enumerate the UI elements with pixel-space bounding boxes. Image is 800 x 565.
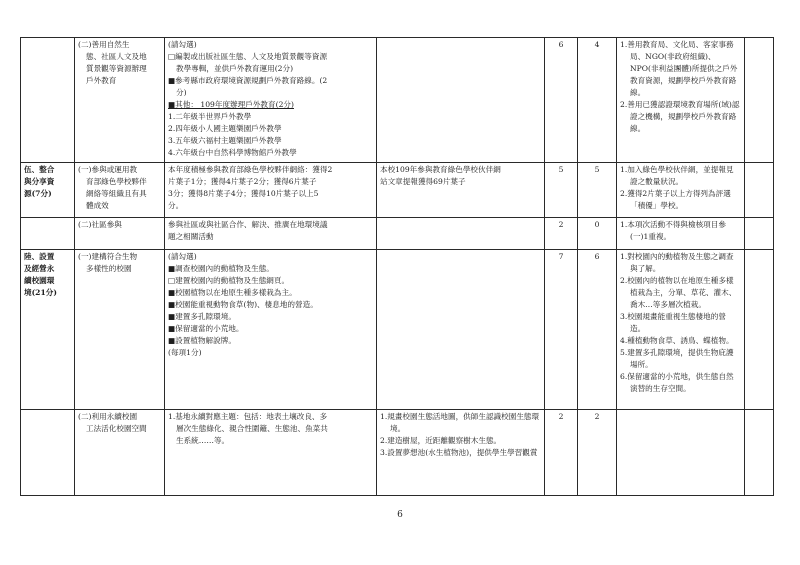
recommend-cell: 1.本項次活動不得與檢核項目參(一)1重複。 (617, 218, 745, 250)
evidence-cell: 本校109年參與教育綠色學校伙伴網 站文章提報獲得69片葉子 (377, 163, 545, 218)
subitem-cell: (二)社區參與 (75, 218, 165, 250)
review-score: 6 (578, 250, 617, 410)
subitem-cell: (二)善用自然生 態、社區人文及地 質景觀等資源辦理 戶外教育 (75, 38, 165, 163)
review-score: 4 (578, 38, 617, 163)
evidence-cell: 1.規畫校園生態活地圖，供師生認識校園生態環境。 2.建造樹屋，近距離觀察樹木生態。 3.設置夢想池(水生植物池)，提供學生學習觀賞 (377, 410, 545, 496)
review-score: 0 (578, 218, 617, 250)
category-cell: 伍、整合 與分享資 源(7分) (21, 163, 75, 218)
self-score: 6 (545, 38, 578, 163)
page-number: 6 (397, 510, 403, 520)
remark-cell (745, 163, 774, 218)
table-row (21, 163, 774, 218)
self-score: 2 (545, 410, 578, 496)
remark-cell (745, 250, 774, 410)
self-score: 5 (545, 163, 578, 218)
table-row (21, 410, 774, 496)
self-score: 7 (545, 250, 578, 410)
criteria-cell: 1.基地永續對應主題：包括：地表土壤改良、多 層次生態綠化、親合性圍籬、生態池、魚菜共 生系統……等。 (165, 410, 377, 496)
review-score: 5 (578, 163, 617, 218)
category-cell (21, 410, 75, 496)
recommend-cell: 1.對校園內的動植物及生態之調查與了解。 2.校園內的植物以在地原生種多樣植栽為主，分單、草花、灌木、喬木…等多層次植栽。 3.校園規畫能重視生態棲地的營造。 4.種植動物食草、誘鳥、蝶植物。 5.建置多孔隙環境，提供生物庇護場所。 6.保留適當的小荒地，供生態自然演替的生存空間。 (617, 250, 745, 410)
evidence-cell (377, 250, 545, 410)
remark-cell (745, 218, 774, 250)
subitem-cell: (二)利用永續校園 工法活化校園空間 (75, 410, 165, 496)
remark-cell (745, 410, 774, 496)
evaluation-table (20, 37, 774, 496)
table-row (21, 38, 774, 163)
criteria-cell: 本年度積極參與教育部綠色學校夥伴網絡：獲得2 片葉子1分；獲得4片葉子2分；獲得6片葉子 3分；獲得8片葉子4分；獲得10片葉子以上5 分。 (165, 163, 377, 218)
review-score: 2 (578, 410, 617, 496)
remark-cell (745, 38, 774, 163)
recommend-cell: 1.加入綠色學校伙伴網，並提報見證之數量狀況。 2.獲得2片葉子以上方得列為評選「積優」學校。 (617, 163, 745, 218)
self-score: 2 (545, 218, 578, 250)
recommend-cell: 1.善用教育局、文化局、客家事務局、NGO(非政府組織)、NPO(非利益團體)所提供之戶外教育資源，規劃學校戶外教育路線。 2.善用已獲認證環境教育場所(域)認證之機構，規劃學校戶外教育路線。 (617, 38, 745, 163)
recommend-cell (617, 410, 745, 496)
subitem-cell: (一)建構符合生物 多樣性的校園 (75, 250, 165, 410)
table-row (21, 250, 774, 410)
evidence-cell (377, 218, 545, 250)
category-cell: 陸、設置 及經營永 續校園環 境(21分) (21, 250, 75, 410)
criteria-cell: 參與社區或與社區合作、解決、推廣在地環境議 題之相關活動 (165, 218, 377, 250)
subitem-cell: (一)參與或運用教 育部綠色學校夥伴 網絡等組織且有具 體成效 (75, 163, 165, 218)
criteria-cell: (請勾選) □編製或出版社區生態、人文及地質景觀等資源 教學專輯，並供戶外教育運用(2分) ■參考縣市政府環境資源規劃戶外教育路線。(2 分) ■其他： 109年度辦理戶外教育(2分) 1.二年級半世界戶外教學 2.四年級小人國主題樂園戶外教學 3.五年級六福村主題樂園戶外教學 4.六年級台中自然科學博物館戶外教學 (165, 38, 377, 163)
category-cell (21, 38, 75, 163)
criteria-cell: (請勾選) ■調查校園內的動植物及生態。 □建置校園內的動植物及生態網頁。 ■校園植物以在地原生種多樣栽為主。 ■校園能重視動物食草(物)、棲息地的營造。 ■建置多孔隙環境。 ■保留適當的小荒地。 ■設置植物解說牌。 (每項1分) (165, 250, 377, 410)
category-cell (21, 218, 75, 250)
evidence-cell (377, 38, 545, 163)
table-row (21, 218, 774, 250)
